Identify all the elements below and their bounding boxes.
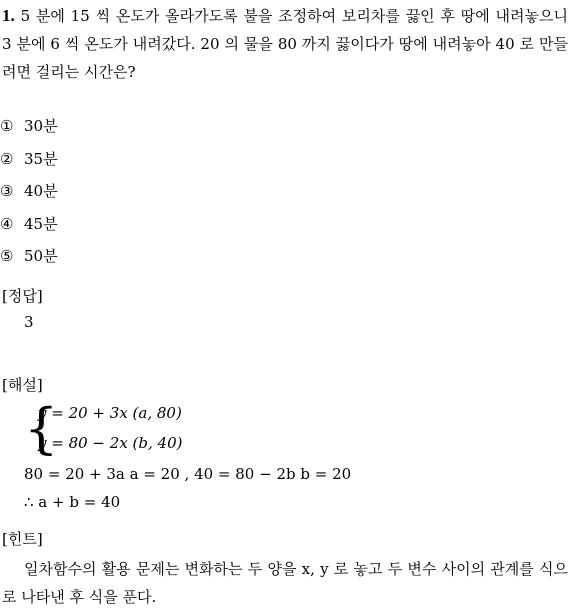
answer-value: 3 [24,313,34,331]
choice-1[interactable] [0,110,58,143]
choice-label: 35분 [24,149,58,168]
choice-label: 45분 [24,214,58,233]
equation-1: y = 20 + 3x (a, 80) [38,404,182,422]
choice-marker: ① [0,117,14,135]
choice-2[interactable] [0,143,58,176]
choice-marker: ③ [0,182,14,200]
solution-body [24,397,352,516]
choice-marker: ② [0,149,14,168]
hint-text: 일차함수의 활용 문제는 변화하는 두 양을 x, y 로 놓고 두 변수 사이의 관계를 식으로 나타낸 후 식을 푼다. [2,560,568,606]
question-text: 5 분에 15 씩 온도가 올라가도록 불을 조정하여 보리차를 끓인 후 땅에 내려놓으니 3 분에 6 씩 온도가 내려갔다. 20 의 물을 80 까지 끓이다가 땅에 내려놓아 40 로 만들려면 걸리는 시간은? [2,7,568,81]
solution-label: [해설] [2,376,43,394]
equation-system [24,397,351,460]
equation-2: y = 80 − 2x (b, 40) [38,434,183,452]
choice-label: 50분 [24,247,58,265]
choice-marker: ④ [0,214,14,233]
choice-5[interactable] [0,240,58,273]
choice-marker: ⑤ [0,247,14,265]
answer-label: [정답] [2,287,43,305]
choice-4[interactable] [0,208,58,241]
choice-label: 30분 [24,117,58,135]
choice-label: 40분 [24,182,58,200]
left-brace: { [24,397,59,460]
solution-line-2: ∴ a + b = 40 [24,493,121,511]
question-number: 1. [2,6,15,25]
problem-statement [2,2,568,86]
choice-3[interactable] [0,175,58,208]
hint-label: [힌트] [2,530,43,548]
choice-list [0,110,58,273]
solution-line-1: 80 = 20 + 3a a = 20 , 40 = 80 − 2b b = 20 [24,465,352,483]
